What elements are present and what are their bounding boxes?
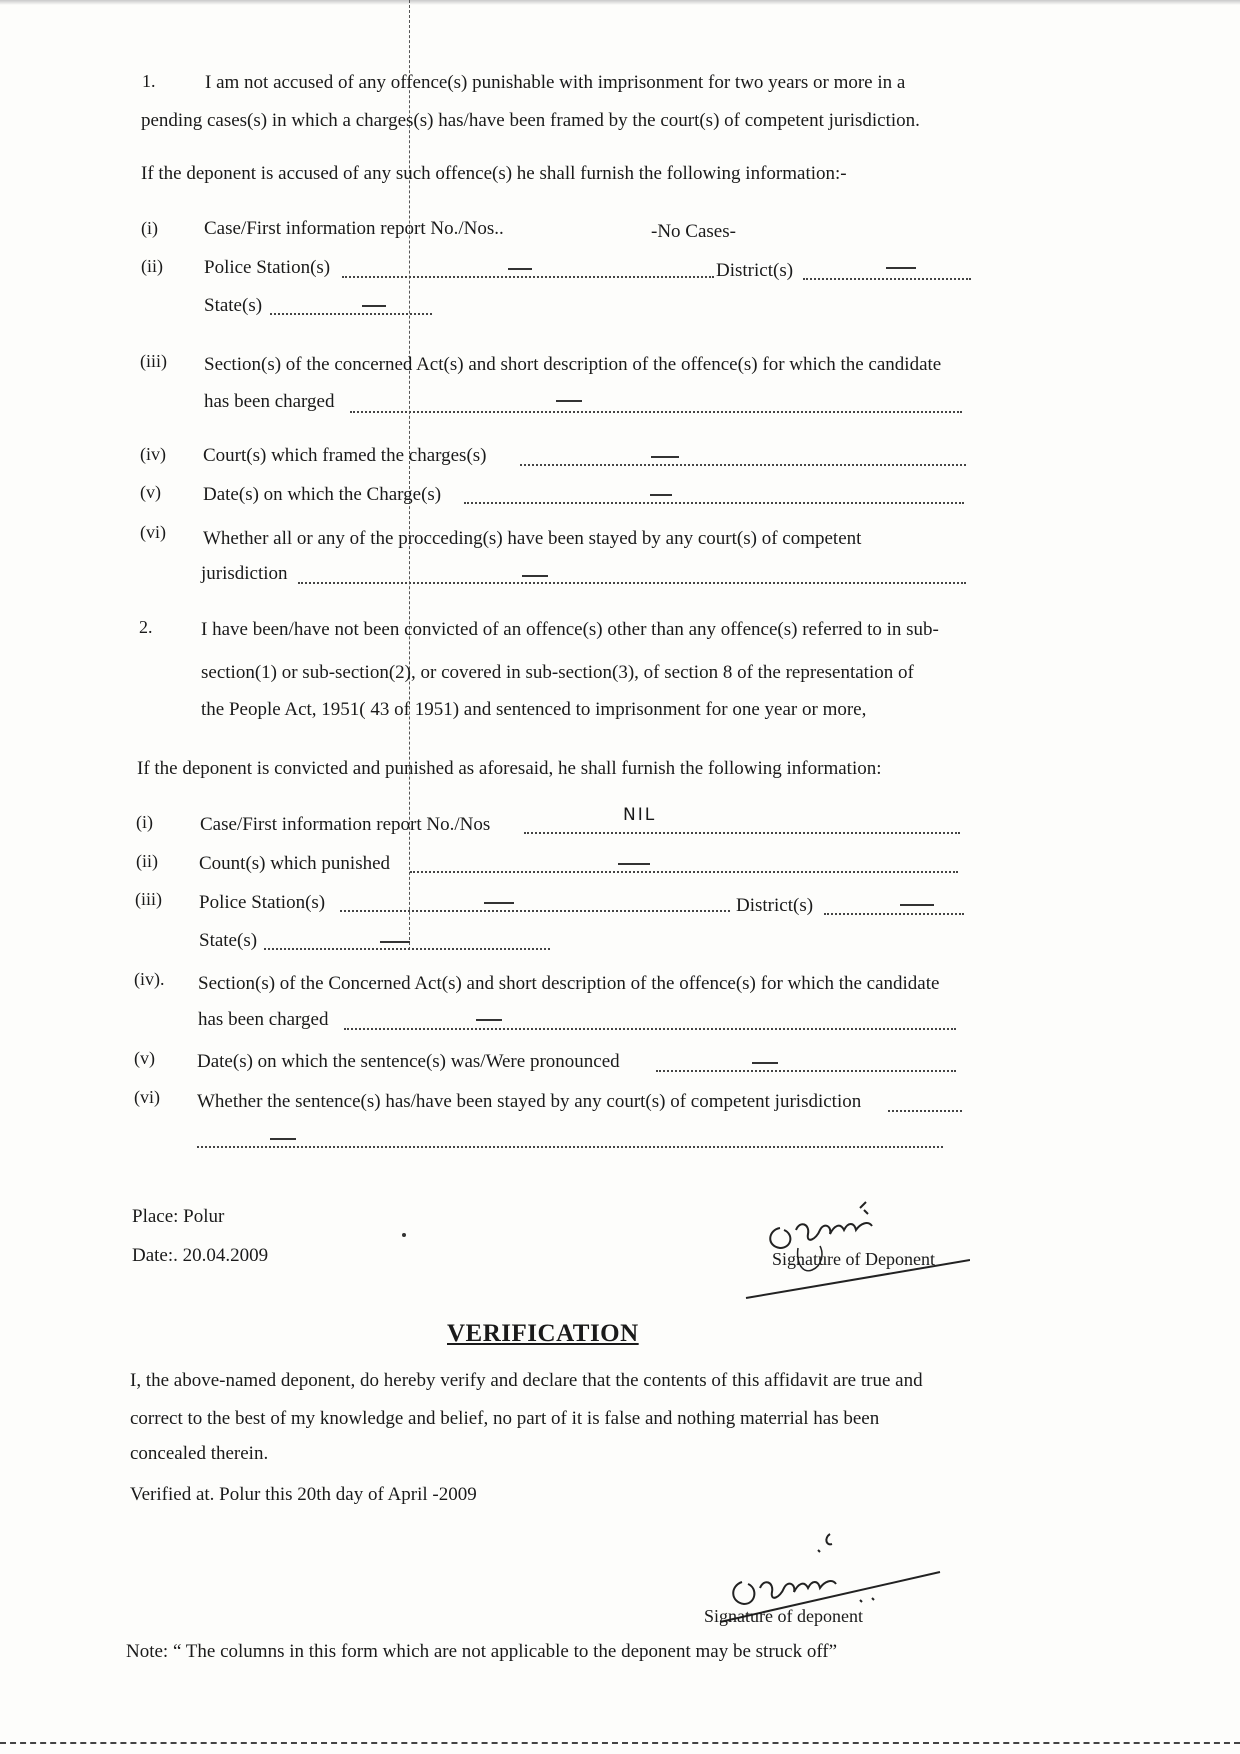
verification-line1: I, the above-named deponent, do hereby verify and declare that the contents of this affidavit are true and (130, 1370, 923, 1391)
item1-row-iv-fill (520, 462, 966, 466)
item1-intro: If the deponent is accused of any such offence(s) he shall furnish the following information:- (141, 163, 847, 184)
item1-line2: pending cases(s) in which a charges(s) has/have been framed by the court(s) of competent jurisdiction. (141, 110, 920, 131)
item2-row-iii-label: Police Station(s) (199, 892, 326, 913)
item1-row-iii-fill (350, 409, 962, 413)
item2-row-v-num: (v) (134, 1048, 155, 1068)
item2-row-iv-label: Section(s) of the Concerned Act(s) and short description of the offence(s) for which the candidate (198, 973, 940, 994)
scan-bottom-edge (0, 1742, 1240, 1744)
item1-row-v-num: (v) (140, 482, 161, 502)
item1-row-iii-label: Section(s) of the concerned Act(s) and short description of the offence(s) for which the candidate (204, 354, 942, 375)
item1-row-i-num: (i) (141, 218, 158, 238)
item2-row-iv-fill (344, 1026, 956, 1030)
item2-row-iii-dash (484, 902, 514, 904)
item2-row-vi-num: (vi) (134, 1087, 160, 1107)
item2-row-ii-fill (410, 869, 958, 873)
item1-row-iii-label2: has been charged (204, 391, 335, 412)
item2-number: 2. (139, 617, 153, 637)
item1-row-ii-num: (ii) (141, 256, 163, 276)
item1-row-ii-district-dash (886, 267, 916, 269)
item1-row-ii-state: State(s) (204, 295, 263, 316)
item2-row-iv-label2: has been charged (198, 1009, 329, 1030)
verification-line2: correct to the best of my knowledge and belief, no part of it is false and nothing materrial has been (130, 1408, 880, 1429)
ink-speck (402, 1233, 406, 1237)
item1-row-v-fill (464, 500, 964, 504)
item1-row-vi-dash (522, 575, 548, 577)
scan-top-edge (0, 0, 1240, 5)
item2-row-iii-state-fill (264, 946, 550, 950)
item2-row-i-fill (524, 830, 960, 834)
item2-row-i-num: (i) (136, 812, 153, 832)
item2-row-vi-label: Whether the sentence(s) has/have been stayed by any court(s) of competent jurisdiction (197, 1091, 862, 1112)
item1-row-iv-dash (651, 456, 679, 458)
item2-row-ii-label: Count(s) which punished (199, 853, 391, 874)
date: Date:. 20.04.2009 (132, 1245, 269, 1266)
item1-row-v-label: Date(s) on which the Charge(s) (203, 484, 442, 505)
item2-row-i-label: Case/First information report No./Nos (200, 814, 491, 835)
item1-row-iii-num: (iii) (140, 351, 167, 371)
item2-row-v-fill (656, 1068, 956, 1072)
item2-row-iii-district-fill (824, 911, 964, 915)
item2-row-ii-num: (ii) (136, 851, 158, 871)
item1-row-ii-state-fill (270, 311, 432, 315)
verification-heading: VERIFICATION (447, 1320, 639, 1347)
item2-row-iii-district-dash (900, 904, 934, 906)
item2-row-vi-fill2 (197, 1144, 943, 1148)
item1-row-iv-label: Court(s) which framed the charges(s) (203, 445, 487, 466)
item2-row-vi-dash (270, 1138, 296, 1140)
item2-row-v-label: Date(s) on which the sentence(s) was/Were pronounced (197, 1051, 620, 1072)
note: Note: “ The columns in this form which are not applicable to the deponent may be struck off” (126, 1641, 838, 1662)
item2-row-iii-state-dash (380, 941, 410, 943)
item2-row-iii-state: State(s) (199, 930, 258, 951)
item1-row-i-label: Case/First information report No./Nos.. (204, 218, 504, 239)
item1-row-ii-fill (342, 274, 714, 278)
item1-row-ii-district: District(s) (716, 260, 794, 281)
item2-intro: If the deponent is convicted and punished as aforesaid, he shall furnish the following information: (137, 758, 882, 779)
verified-at: Verified at. Polur this 20th day of April -2009 (130, 1484, 477, 1505)
item1-row-iv-num: (iv) (140, 444, 166, 464)
fold-line (409, 0, 410, 950)
item2-row-ii-dash (618, 863, 650, 865)
item2-row-iii-fill (340, 908, 730, 912)
item2-row-iii-num: (iii) (135, 889, 162, 909)
item1-row-vi-num: (vi) (140, 522, 166, 542)
item1-row-i-value: -No Cases- (651, 221, 736, 242)
item2-row-i-value: NIL (623, 805, 657, 825)
item2-row-iii-district: District(s) (736, 895, 814, 916)
item2-line3: the People Act, 1951( 43 of 1951) and sentenced to imprisonment for one year or more, (201, 699, 867, 720)
place: Place: Polur (132, 1206, 225, 1227)
item2-line2: section(1) or sub-section(2), or covered in sub-section(3), of section 8 of the representation of (201, 662, 914, 683)
item1-line1: I am not accused of any offence(s) punishable with imprisonment for two years or more in a (205, 72, 906, 93)
item2-row-iv-num: (iv). (134, 969, 165, 989)
item1-row-vi-fill (298, 580, 966, 584)
item1-row-ii-state-dash (362, 305, 386, 307)
signature-label-1: Signature of Deponent (772, 1249, 935, 1269)
item2-row-iv-dash (476, 1019, 502, 1021)
verification-line3: concealed therein. (130, 1443, 269, 1464)
item1-row-ii-district-fill (803, 276, 971, 280)
item1-row-ii-label: Police Station(s) (204, 257, 331, 278)
item1-number: 1. (142, 71, 156, 91)
item2-row-vi-fill (888, 1108, 962, 1112)
item1-row-iii-dash (556, 400, 582, 402)
item1-row-vi-label: Whether all or any of the procceding(s) have been stayed by any court(s) of competent (203, 528, 862, 549)
item1-row-v-dash (650, 494, 672, 496)
item2-line1: I have been/have not been convicted of an offence(s) other than any offence(s) referred to in sub- (201, 619, 939, 640)
item1-row-vi-label2: jurisdiction (201, 563, 288, 584)
item2-row-v-dash (752, 1062, 778, 1064)
signature-label-2: Signature of deponent (704, 1606, 863, 1626)
item1-row-ii-dash (508, 268, 532, 270)
